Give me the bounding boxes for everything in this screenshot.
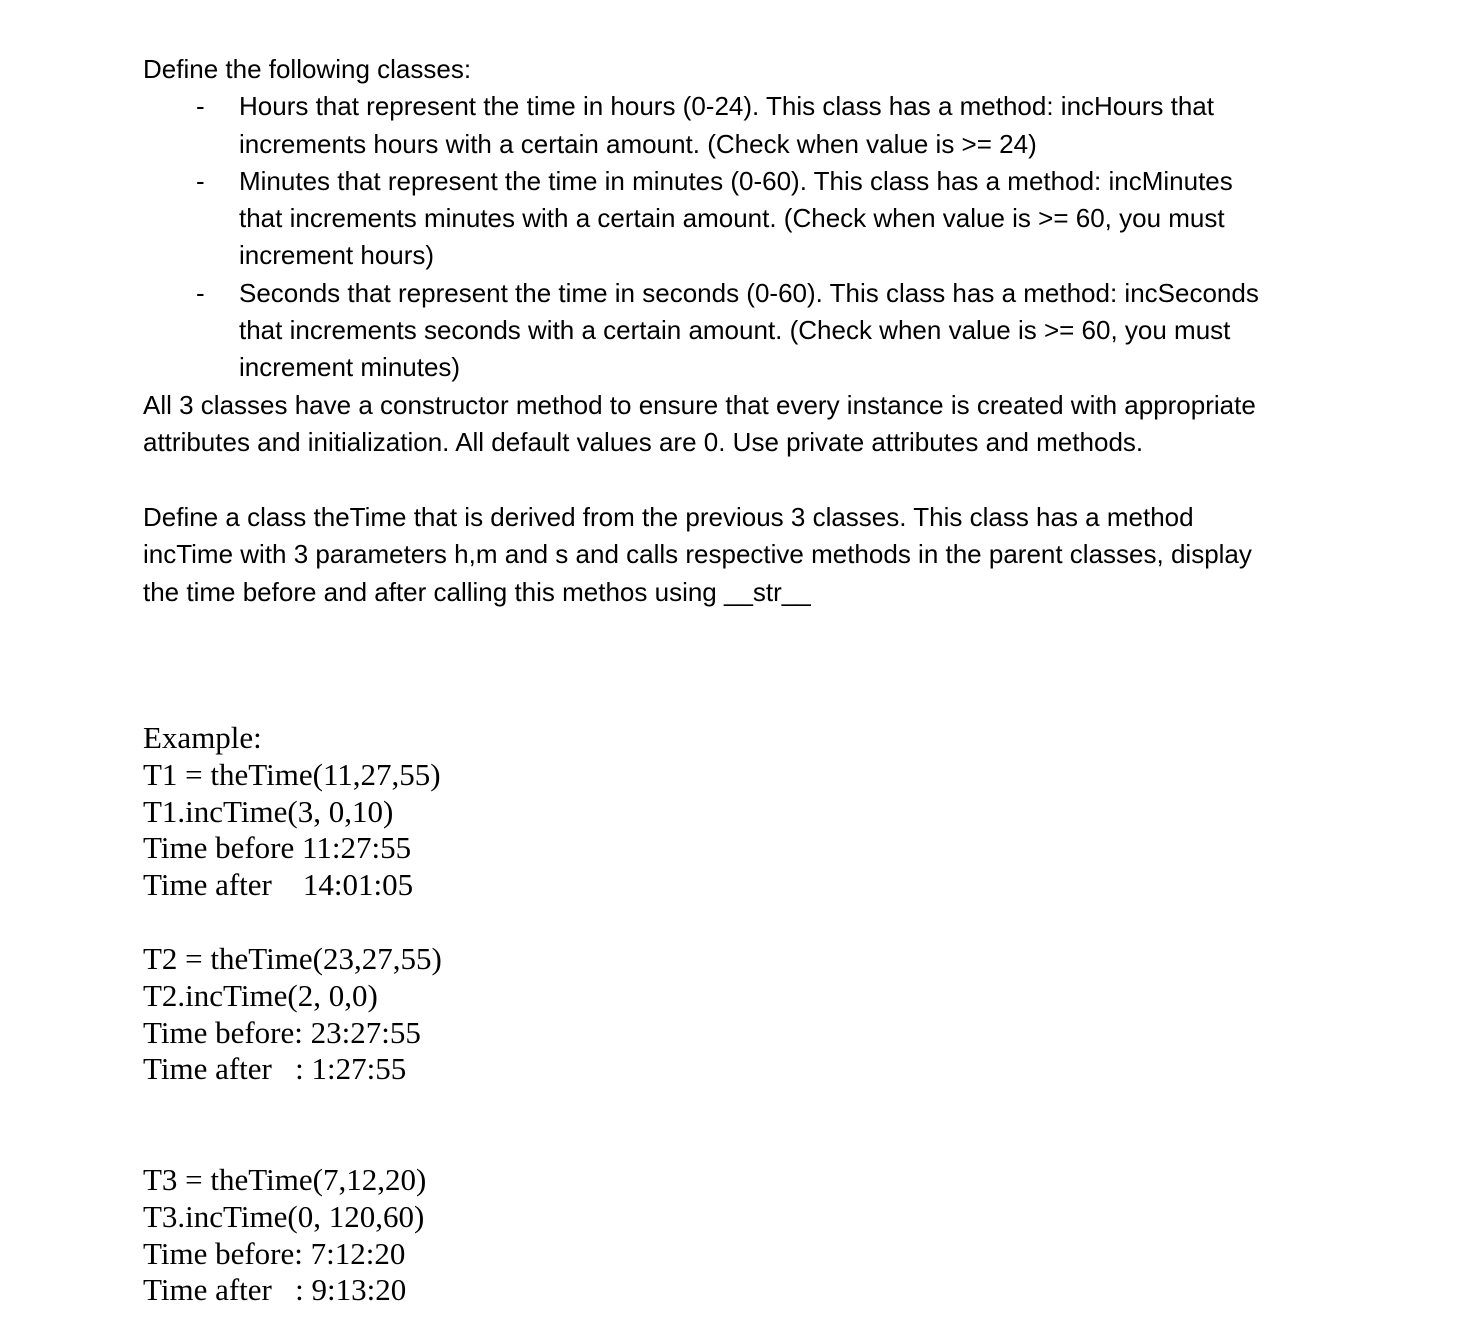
example-2 bbox=[143, 941, 442, 1088]
list-dash: - bbox=[196, 165, 205, 196]
item-line: Seconds that represent the time in seconds (0-60). This class has a method: incSeconds bbox=[239, 277, 1259, 308]
example-line: Time after 14:01:05 bbox=[143, 867, 414, 903]
example-line: T3.incTime(0, 120,60) bbox=[143, 1198, 425, 1234]
example-line: T1 = theTime(11,27,55) bbox=[143, 756, 441, 792]
example-line: T2 = theTime(23,27,55) bbox=[143, 941, 442, 976]
class-item-seconds bbox=[143, 275, 1259, 387]
derived-paragraph-line: Define a class theTime that is derived from the previous 3 classes. This class has a method bbox=[143, 502, 1194, 532]
class-item-hours bbox=[143, 88, 1259, 163]
intro-line: Define the following classes: bbox=[143, 54, 472, 84]
example-line: T1.incTime(3, 0,10) bbox=[143, 793, 394, 829]
list-dash: - bbox=[196, 91, 205, 122]
list-dash: - bbox=[196, 277, 205, 308]
example-line: Time after : 9:13:20 bbox=[143, 1272, 407, 1308]
example-3 bbox=[143, 1162, 426, 1309]
example-line: Time before: 7:12:20 bbox=[143, 1235, 406, 1271]
example-heading: Example: bbox=[143, 720, 262, 755]
derived-paragraph-line: the time before and after calling this methos using __str__ bbox=[143, 576, 811, 607]
item-line: Hours that represent the time in hours (0-24). This class has a method: incHours that bbox=[239, 91, 1214, 122]
item-line: increments hours with a certain amount. (Check when value is >= 24) bbox=[239, 128, 1037, 159]
item-line: increment hours) bbox=[239, 240, 435, 271]
constructor-paragraph-line: attributes and initialization. All default values are 0. Use private attributes and methods. bbox=[143, 426, 1144, 457]
class-item-minutes bbox=[143, 163, 1259, 275]
example-line: T3 = theTime(7,12,20) bbox=[143, 1162, 427, 1197]
item-line: that increments minutes with a certain amount. (Check when value is >= 60, you must bbox=[239, 203, 1225, 234]
derived-paragraph-line: incTime with 3 parameters h,m and s and calls respective methods in the parent classes, display bbox=[143, 539, 1252, 570]
item-line: Minutes that represent the time in minutes (0-60). This class has a method: incMinutes bbox=[239, 165, 1233, 196]
example-line: Time after : 1:27:55 bbox=[143, 1051, 407, 1087]
derived-class-section bbox=[143, 499, 1252, 611]
example-1 bbox=[143, 720, 441, 904]
example-line: Time before 11:27:55 bbox=[143, 830, 412, 866]
constructor-paragraph-line: All 3 classes have a constructor method to ensure that every instance is created with appropriate bbox=[143, 389, 1256, 420]
instructions-section bbox=[143, 51, 1259, 461]
item-line: that increments seconds with a certain amount. (Check when value is >= 60, you must bbox=[239, 315, 1231, 346]
item-line: increment minutes) bbox=[239, 352, 461, 383]
example-line: Time before: 23:27:55 bbox=[143, 1014, 421, 1050]
example-line: T2.incTime(2, 0,0) bbox=[143, 977, 378, 1013]
